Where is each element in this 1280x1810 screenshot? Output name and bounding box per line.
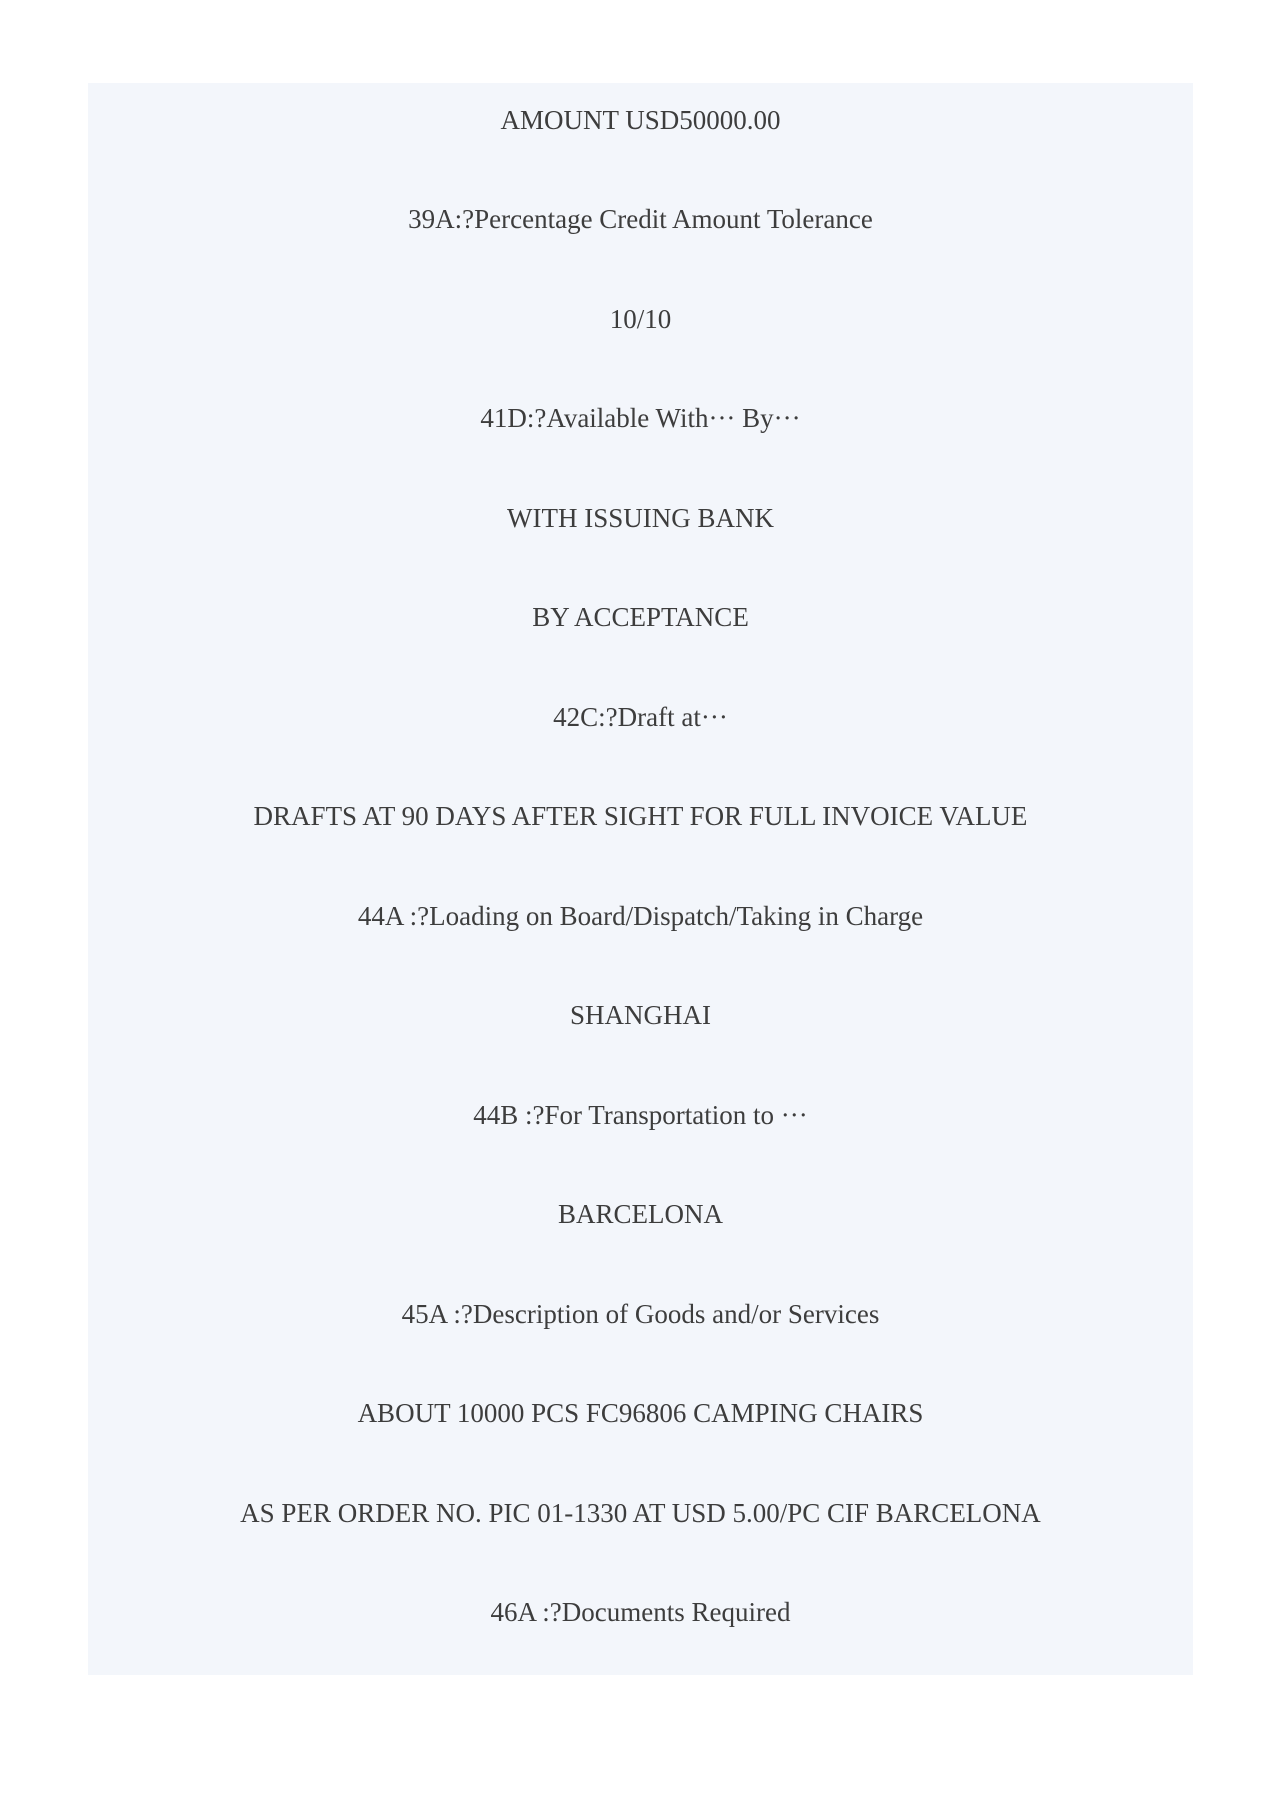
field-44a-label: 44A :?Loading on Board/Dispatch/Taking in Charge [357, 901, 924, 931]
loading-port-value: SHANGHAI [570, 1000, 711, 1030]
goods-description-line-1: ABOUT 10000 PCS FC96806 CAMPING CHAIRS [357, 1398, 924, 1428]
field-44b-label: 44B :?For Transportation to ··· [473, 1100, 808, 1130]
available-with-value: WITH ISSUING BANK [507, 503, 774, 533]
field-39a-label: 39A:?Percentage Credit Amount Tolerance [408, 204, 873, 234]
field-42c-label: 42C:?Draft at··· [553, 702, 728, 732]
document-panel [88, 83, 1193, 1675]
field-41d-label: 41D:?Available With··· By··· [480, 403, 801, 433]
destination-value: BARCELONA [557, 1199, 723, 1229]
available-by-value: BY ACCEPTANCE [532, 602, 749, 632]
draft-at-value: DRAFTS AT 90 DAYS AFTER SIGHT FOR FULL INVOICE VALUE [253, 801, 1028, 831]
field-46a-label: 46A :?Documents Required [490, 1597, 791, 1627]
tolerance-value: 10/10 [609, 304, 672, 334]
field-45a-label: 45A :?Description of Goods and/or Services [401, 1299, 880, 1329]
amount-line: AMOUNT USD50000.00 [500, 105, 781, 135]
goods-description-line-2: AS PER ORDER NO. PIC 01-1330 AT USD 5.00/PC CIF BARCELONA [240, 1498, 1041, 1528]
